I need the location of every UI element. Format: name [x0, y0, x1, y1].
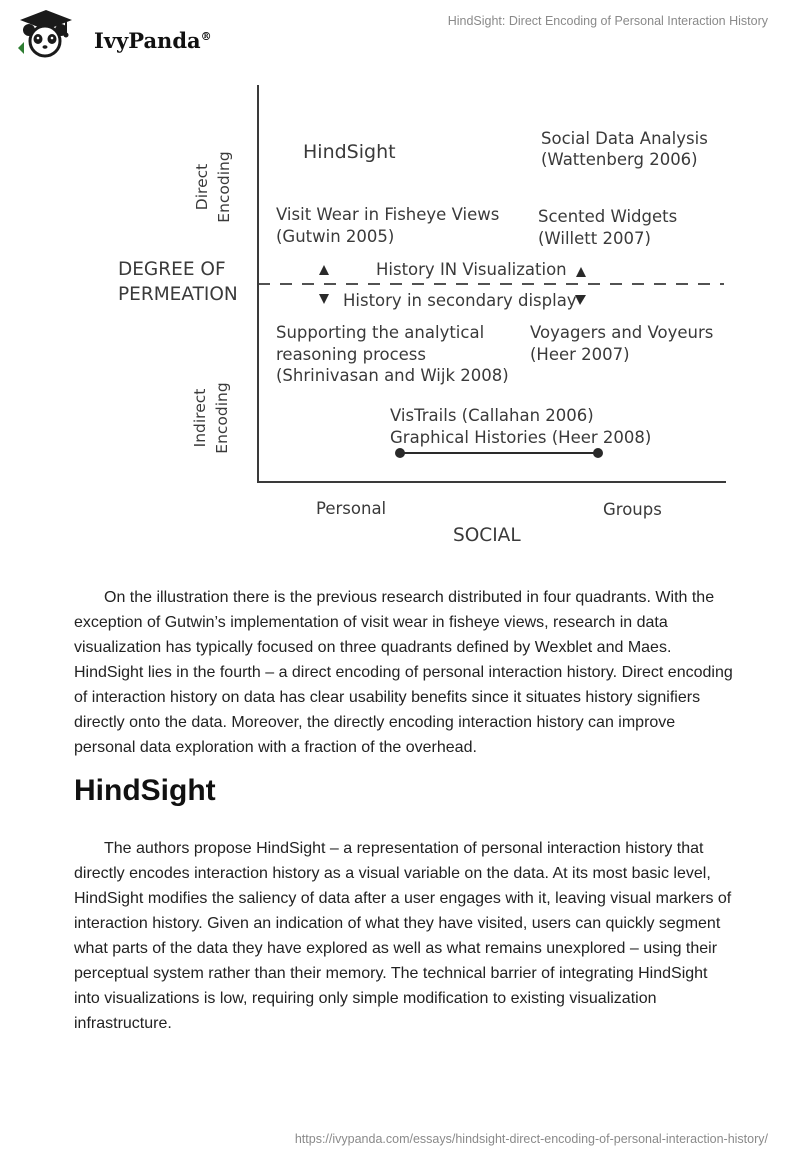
indirect-encoding-label-line-1: Indirect	[191, 388, 209, 448]
up-arrow-right-icon	[576, 267, 586, 277]
x-axis-title: SOCIAL	[453, 525, 521, 546]
up-arrow-left-icon	[319, 265, 329, 275]
entry-hindsight: HindSight	[303, 141, 396, 163]
entry-graphical-histories: Graphical Histories (Heer 2008)	[390, 428, 652, 447]
y-axis-title-line-1: DEGREE OF	[118, 259, 226, 280]
direct-encoding-label-line-2: Encoding	[215, 151, 233, 223]
entry-scented-widgets-title: Scented Widgets	[538, 207, 678, 226]
entry-social-data-analysis-citation: (Wattenberg 2006)	[541, 150, 698, 169]
brand-name: IvyPanda®	[94, 28, 212, 53]
document-title: HindSight: Direct Encoding of Personal Interaction History	[447, 14, 768, 28]
entry-social-data-analysis-title: Social Data Analysis	[541, 129, 708, 148]
span-start-dot	[395, 448, 405, 458]
entry-visit-wear-citation: (Gutwin 2005)	[276, 227, 395, 246]
history-in-visualization-label: History IN Visualization	[376, 260, 567, 279]
entry-analytical-reasoning-citation: (Shrinivasan and Wijk 2008)	[276, 366, 509, 385]
entry-vistrails: VisTrails (Callahan 2006)	[390, 406, 594, 425]
direct-encoding-label-line-1: Direct	[193, 163, 211, 211]
research-quadrant-figure	[0, 70, 800, 560]
entry-voyagers-citation: (Heer 2007)	[530, 345, 630, 364]
x-axis-label-groups: Groups	[603, 500, 662, 519]
x-axis-label-personal: Personal	[316, 499, 387, 518]
entry-scented-widgets-citation: (Willett 2007)	[538, 229, 651, 248]
body-paragraph-1: On the illustration there is the previous research distributed in four quadrants. With the exception of Gutwin’s implementation of visit wear in fisheye views, research in data visualization has typically focused on three quadrants defined by Wexblet and Maes. HindSight lies in the fourth – a direct encoding of personal interaction history. Direct encoding of interaction history on data has clear usability benefits since it situates history signifiers directly onto the data. Moreover, the directly encoding interaction history can improve personal data exploration with a fraction of the overhead.	[74, 589, 733, 756]
entry-analytical-reasoning-line-1: Supporting the analytical	[276, 323, 485, 342]
down-arrow-right-icon	[575, 295, 586, 305]
indirect-encoding-label-line-2: Encoding	[213, 382, 231, 454]
source-url[interactable]: https://ivypanda.com/essays/hindsight-direct-encoding-of-personal-interaction-history/	[294, 1132, 768, 1146]
ivypanda-logo[interactable]	[16, 8, 216, 58]
body-paragraph-2: The authors propose HindSight – a representation of personal interaction history that directly encodes interaction history as a visual variable on the data. At its most basic level, HindSight modifies the saliency of data after a user engages with it, leaving visual markers of interaction history. Given an indication of what they have visited, users can quickly segment what parts of the data they have explored as well as what remains unexplored – using their perceptual system rather than their memory. The technical barrier of integrating HindSight into visualizations is low, requiring only simple modification to existing visualization infrastructure.	[74, 840, 732, 1032]
entry-voyagers-title: Voyagers and Voyeurs	[530, 323, 714, 342]
y-axis-title-line-2: PERMEATION	[118, 284, 238, 305]
down-arrow-left-icon	[319, 294, 329, 304]
entry-analytical-reasoning-line-2: reasoning process	[276, 345, 426, 364]
entry-visit-wear-title: Visit Wear in Fisheye Views	[276, 205, 500, 224]
span-end-dot	[593, 448, 603, 458]
page-header	[0, 0, 800, 60]
panda-mascot-icon	[16, 8, 76, 58]
history-secondary-display-label: History in secondary display	[343, 291, 577, 310]
section-heading: HindSight	[74, 774, 216, 807]
